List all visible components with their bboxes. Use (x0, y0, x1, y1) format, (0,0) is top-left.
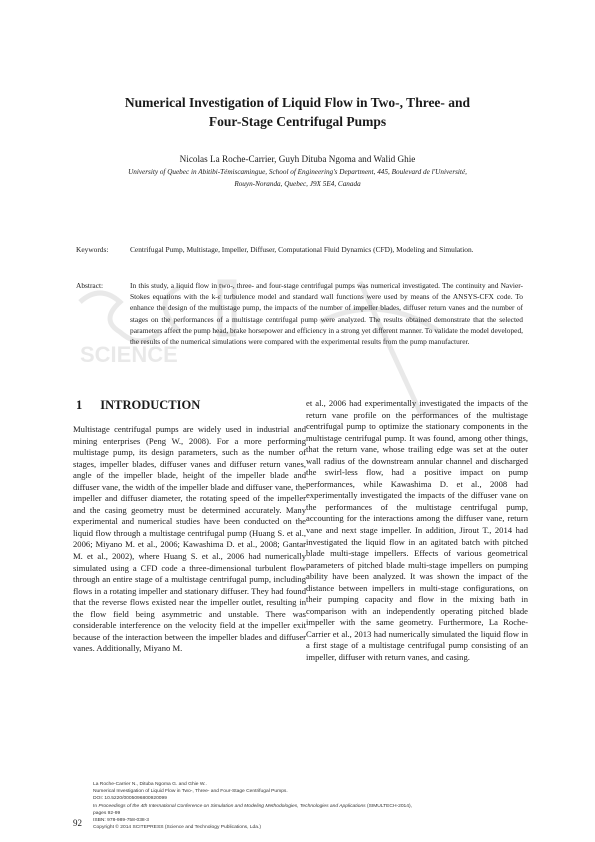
footer-line-copyright: Copyright © 2014 SCITEPRESS (Science and Technology Publications, Lda.) (93, 825, 261, 831)
footer-proceedings-suffix: (SIMULTECH-2014), (365, 803, 412, 809)
keywords-label: Keywords: (76, 245, 109, 254)
section-title: INTRODUCTION (100, 398, 201, 412)
section-heading (76, 398, 200, 413)
footer-line-doi: DOI: 10.5220/0005096800920099 (93, 796, 167, 802)
paper-title (60, 93, 535, 131)
watermark-text: SCIENCE (80, 342, 178, 367)
affiliation (84, 166, 511, 190)
abstract-text: In this study, a liquid flow in two-, three- and four-stage centrifugal pumps was numerical investigated. The continuity and Navier-Stokes equations with the k-ε turbulence model and standard wall functions were used by means of the ANSYS-CFX code. To enhance the design of the multistage pump, the impacts of the number of impeller blades, diffuser return vanes and the number of stages on the performances of a multistage centrifugal pump were analyzed. The results obtained demonstrate that the selected parameters affect the pump head, brake horsepower and efficiency in a strong yet different manner. To validate the model developed, the results of the numerical simulations were compared with the experimental results from the pump manufacturer. (130, 281, 523, 347)
author-list: Nicolas La Roche-Carrier, Guyh Dituba Ngoma and Walid Ghie (179, 154, 416, 164)
footer-line-proceedings (93, 803, 533, 810)
citation-footer (93, 781, 533, 831)
footer-line-authors: La Roche-Carrier N., Dituba Ngoma G. and Ghie W.. (93, 782, 207, 787)
affiliation-line-2: Rouyn-Noranda, Quebec, J9X 5E4, Canada (234, 180, 361, 188)
page-number: 92 (73, 818, 82, 828)
keywords-text: Centrifugal Pump, Multistage, Impeller, Diffuser, Computational Fluid Dynamics (CFD), Modeling and Simulation. (130, 245, 474, 254)
intro-column-right: et al., 2006 had experimentally investigated the impacts of the return vane profile on the performances of the multistage centrifugal pump to optimize the stationary components in the multistage centrifugal pump. It was found, among other things, that the return vane, whose trailing edge was set at the outer wall radius of the downstream annular channel and discharged the swirl-less flow, had a positive impact on pump performances, while Kawashima D. et al., 2008 had experimentally investigated the impacts of the diffuser vane on the performances of the multistage centrifugal pump, accounting for the interactions among the diffuser vane, return vane and next stage impeller. In addition, Jirout T., 2014 had investigated the liquid flow in an agitated batch with pitched blade multi-stage impellers. Effects of various geometrical parameters of pitched blade multi-stage impellers on pumping ability have been analyzed. It was shown the impact of the distance between impellers in multi-stage configurations, on their pumping capacity and flow in the mixing bath in comparison with an independently operating pitched blade impeller with the same geometry. Furthermore, La Roche-Carrier et al., 2013 had numerically simulated the liquid flow in a first stage of a multistage centrifugal pump consisting of an impeller, diffuser with return vanes, and casing. (306, 398, 528, 663)
footer-line-pages: pages 92-99 (93, 810, 121, 816)
intro-column-left: Multistage centrifugal pumps are widely used in industrial and mining enterprises (Peng W., 2008). For a more performing multistage pump, its design parameters, such as the number of stages, impeller blades, diffuser vanes and diffuser return vanes, angle of the impeller blade, height of the impeller blade and diffuser vane, the width of the impeller blade and diffuser vane, the impeller and diffuser diameter, the rotating speed of the impeller and the casing geometry must be determined accurately. Many experimental and numerical studies have been conducted on the liquid flow through a multistage centrifugal pump (Huang S. et al., 2006; Miyano M. et al., 2006; Kawashima D. et al., 2008; Gantar M. et al., 2002), where Huang S. et al., 2006 had numerically simulated using a CFD code a three-dimensional turbulent flow through an entire stage of a multistage centrifugal pump, including flows in a rotating impeller and stationary diffuser. They had found that the reverse flows existed near the impeller outlet, resulting in the flow field being asymmetric and unstable. There was considerable interference on the velocity field at the impeller exit because of the interaction between the impeller blades and diffuser vanes. Additionally, Miyano M. (73, 424, 306, 654)
footer-proceedings-prefix: In (93, 803, 99, 809)
section-number: 1 (76, 398, 83, 412)
title-line-1: Numerical Investigation of Liquid Flow in Two-, Three- and (124, 95, 471, 110)
footer-proceedings-name: Proceedings of the 4th International Conference on Simulation and Modeling Methodologies, Technologies and Applications (98, 803, 366, 809)
footer-line-isbn: ISBN: 978-989-758-038-3 (93, 818, 150, 824)
title-line-2: Four-Stage Centrifugal Pumps (208, 114, 387, 129)
affiliation-line-1: University of Quebec in Abitibi-Témiscamingue, School of Engineering's Department, 445, Boulevard de l'Université, (128, 168, 467, 176)
abstract-label: Abstract: (76, 281, 104, 290)
footer-line-title: Numerical Investigation of Liquid Flow in Two-, Three- and Four-Stage Centrifugal Pumps. (93, 789, 288, 795)
